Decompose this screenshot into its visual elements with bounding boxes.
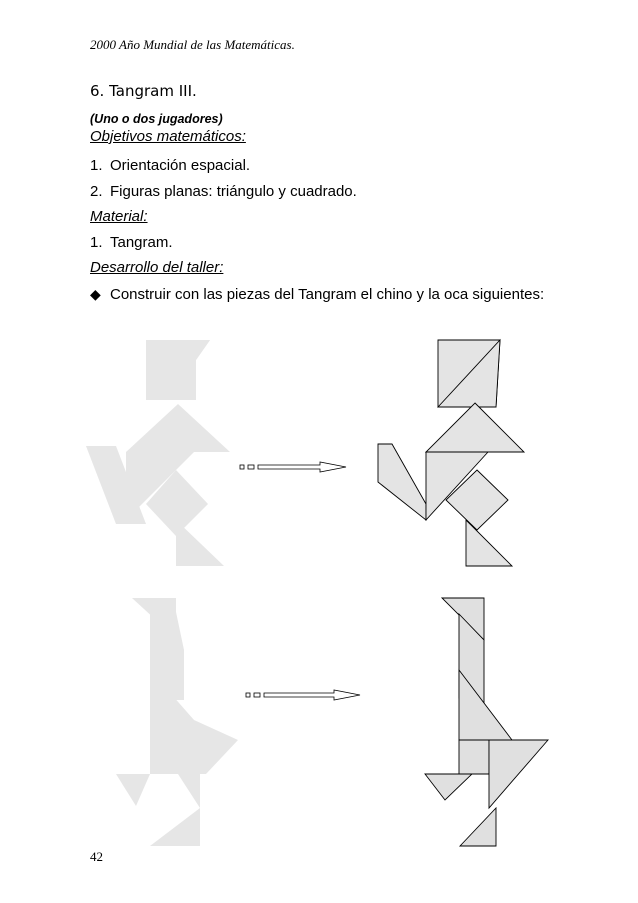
- players-note: (Uno o dos jugadores): [90, 112, 223, 126]
- arrow-right-icon: [240, 462, 346, 472]
- diamond-bullet-icon: ◆: [90, 286, 101, 302]
- silhouette-body: [126, 404, 230, 452]
- material-label: Material:: [90, 208, 148, 225]
- material-number: 1.: [90, 234, 103, 251]
- silhouette-foot: [116, 774, 150, 806]
- instruction-text: Construir con las piezas del Tangram el chino y la oca siguientes:: [110, 286, 545, 303]
- piece-foot-triangle: [425, 774, 472, 800]
- objective-text: Figuras planas: triángulo y cuadrado.: [110, 183, 357, 200]
- section-title: 6. Tangram III.: [90, 82, 197, 100]
- piece-wing-triangle: [489, 740, 548, 808]
- silhouette-toe: [150, 808, 200, 846]
- page-number: 42: [90, 849, 103, 864]
- chinese-man-solution: [378, 340, 524, 566]
- piece-body-large-triangle: [459, 670, 512, 740]
- goose-silhouette: [116, 598, 238, 846]
- silhouette-body: [150, 670, 238, 774]
- piece-square: [459, 740, 489, 774]
- arrow-right-icon: [246, 690, 360, 700]
- goose-solution: [425, 598, 548, 846]
- chinese-man-silhouette: [86, 340, 230, 566]
- silhouette-leg: [176, 520, 224, 566]
- piece-tail-triangle: [460, 808, 496, 846]
- material-text: Tangram.: [110, 234, 173, 251]
- objective-number: 2.: [90, 183, 103, 200]
- workshop-label: Desarrollo del taller:: [90, 259, 224, 276]
- objectives-label: Objetivos matemáticos:: [90, 128, 246, 145]
- piece-arm-parallelogram: [378, 444, 426, 520]
- silhouette-leg: [178, 774, 200, 808]
- piece-leg-triangle: [466, 520, 512, 566]
- objective-text: Orientación espacial.: [110, 157, 251, 174]
- piece-body-triangle: [426, 403, 524, 452]
- objective-number: 1.: [90, 157, 103, 174]
- page-header: 2000 Año Mundial de las Matemáticas.: [90, 37, 295, 52]
